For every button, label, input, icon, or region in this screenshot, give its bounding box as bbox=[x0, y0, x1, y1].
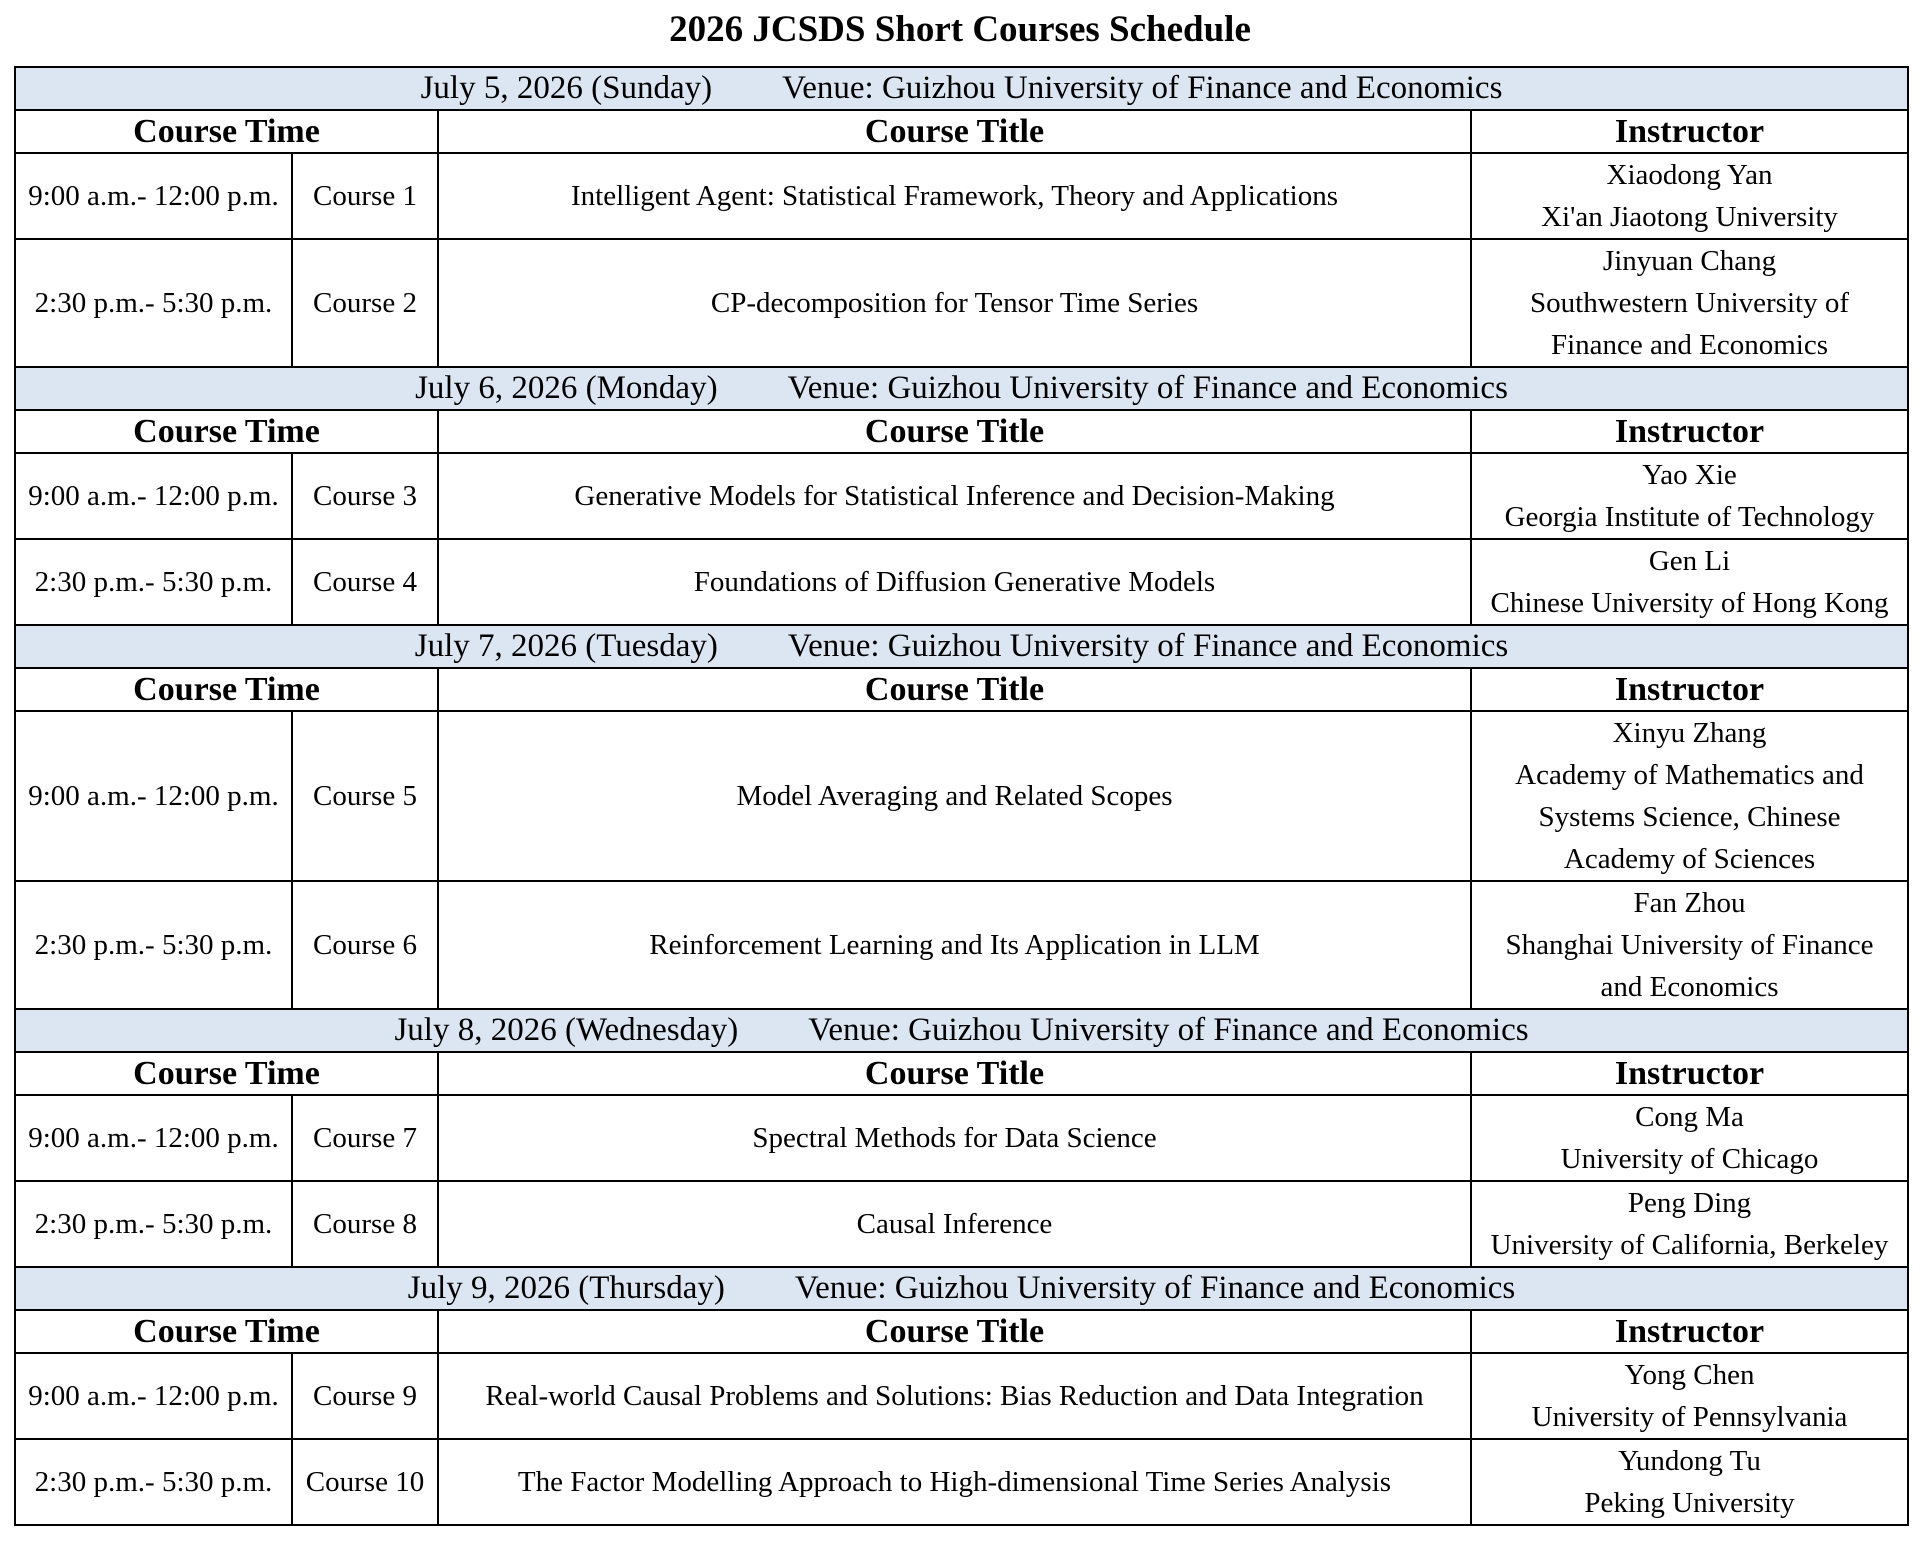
column-header-row bbox=[15, 668, 1908, 711]
day-header-row bbox=[15, 1009, 1908, 1052]
instructor-affiliation: University of Pennsylvania bbox=[1531, 1401, 1848, 1433]
day-date: July 5, 2026 (Sunday) bbox=[420, 70, 713, 106]
instructor-name: Cong Ma bbox=[1635, 1101, 1744, 1133]
course-time: 2:30 p.m.- 5:30 p.m. bbox=[15, 539, 292, 625]
column-header-row bbox=[15, 1052, 1908, 1095]
instructor-name: Yong Chen bbox=[1624, 1359, 1755, 1391]
column-header-row bbox=[15, 110, 1908, 153]
course-instructor bbox=[1471, 1095, 1908, 1181]
course-number: Course 7 bbox=[292, 1095, 438, 1181]
day-venue: Venue: Guizhou University of Finance and Economics bbox=[794, 1270, 1516, 1306]
course-number: Course 5 bbox=[292, 711, 438, 881]
course-instructor bbox=[1471, 453, 1908, 539]
course-title: Model Averaging and Related Scopes bbox=[438, 711, 1471, 881]
day-header-cell bbox=[15, 367, 1908, 410]
header-instructor: Instructor bbox=[1471, 1310, 1908, 1353]
instructor-affiliation: University of California, Berkeley bbox=[1490, 1229, 1889, 1261]
day-header-row bbox=[15, 1267, 1908, 1310]
day-date: July 7, 2026 (Tuesday) bbox=[414, 628, 718, 664]
course-number: Course 3 bbox=[292, 453, 438, 539]
header-course-title: Course Title bbox=[438, 668, 1471, 711]
course-title: Generative Models for Statistical Inference and Decision-Making bbox=[438, 453, 1471, 539]
course-time: 9:00 a.m.- 12:00 p.m. bbox=[15, 153, 292, 239]
header-course-time: Course Time bbox=[15, 1052, 438, 1095]
course-row bbox=[15, 1439, 1908, 1525]
course-row bbox=[15, 153, 1908, 239]
day-venue: Venue: Guizhou University of Finance and Economics bbox=[787, 370, 1508, 406]
instructor-affiliation: Chinese University of Hong Kong bbox=[1490, 587, 1889, 619]
instructor-affiliation: Southwestern University of bbox=[1530, 287, 1849, 319]
course-instructor bbox=[1471, 881, 1908, 1009]
day-header-cell bbox=[15, 1267, 1908, 1310]
course-number: Course 2 bbox=[292, 239, 438, 367]
course-instructor bbox=[1471, 239, 1908, 367]
course-time: 2:30 p.m.- 5:30 p.m. bbox=[15, 1439, 292, 1525]
header-course-time: Course Time bbox=[15, 410, 438, 453]
instructor-name: Fan Zhou bbox=[1633, 887, 1746, 919]
instructor-affiliation: Finance and Economics bbox=[1550, 329, 1829, 361]
instructor-name: Xinyu Zhang bbox=[1612, 717, 1767, 749]
course-time: 2:30 p.m.- 5:30 p.m. bbox=[15, 239, 292, 367]
instructor-affiliation: University of Chicago bbox=[1560, 1143, 1819, 1175]
header-course-title: Course Title bbox=[438, 410, 1471, 453]
header-instructor: Instructor bbox=[1471, 668, 1908, 711]
course-row bbox=[15, 1181, 1908, 1267]
course-title: Intelligent Agent: Statistical Framework, Theory and Applications bbox=[438, 153, 1471, 239]
course-title: CP-decomposition for Tensor Time Series bbox=[438, 239, 1471, 367]
day-venue: Venue: Guizhou University of Finance and Economics bbox=[782, 70, 1503, 106]
instructor-affiliation: Georgia Institute of Technology bbox=[1504, 501, 1875, 533]
course-title: Spectral Methods for Data Science bbox=[438, 1095, 1471, 1181]
day-venue: Venue: Guizhou University of Finance and Economics bbox=[787, 628, 1509, 664]
course-row bbox=[15, 239, 1908, 367]
course-instructor bbox=[1471, 1181, 1908, 1267]
course-number: Course 9 bbox=[292, 1353, 438, 1439]
course-title: Foundations of Diffusion Generative Models bbox=[438, 539, 1471, 625]
instructor-name: Yao Xie bbox=[1642, 459, 1737, 491]
day-header-cell bbox=[15, 625, 1908, 668]
instructor-affiliation: Academy of Sciences bbox=[1563, 843, 1816, 875]
instructor-name: Gen Li bbox=[1648, 545, 1731, 577]
course-time: 2:30 p.m.- 5:30 p.m. bbox=[15, 1181, 292, 1267]
instructor-affiliation: Peking University bbox=[1584, 1487, 1795, 1519]
page-title: 2026 JCSDS Short Courses Schedule bbox=[669, 9, 1251, 50]
course-row bbox=[15, 539, 1908, 625]
instructor-name: Peng Ding bbox=[1627, 1187, 1752, 1219]
header-instructor: Instructor bbox=[1471, 110, 1908, 153]
course-row bbox=[15, 881, 1908, 1009]
course-time: 9:00 a.m.- 12:00 p.m. bbox=[15, 1095, 292, 1181]
course-title: Causal Inference bbox=[438, 1181, 1471, 1267]
instructor-affiliation: Xi'an Jiaotong University bbox=[1541, 201, 1838, 233]
schedule-table bbox=[14, 66, 1909, 1526]
course-row bbox=[15, 453, 1908, 539]
course-instructor bbox=[1471, 1439, 1908, 1525]
course-instructor bbox=[1471, 1353, 1908, 1439]
course-time: 9:00 a.m.- 12:00 p.m. bbox=[15, 453, 292, 539]
header-course-time: Course Time bbox=[15, 668, 438, 711]
day-header-row bbox=[15, 367, 1908, 410]
day-header-cell bbox=[15, 1009, 1908, 1052]
course-number: Course 8 bbox=[292, 1181, 438, 1267]
instructor-affiliation: Shanghai University of Finance bbox=[1505, 929, 1874, 961]
instructor-name: Yundong Tu bbox=[1618, 1445, 1761, 1477]
course-instructor bbox=[1471, 153, 1908, 239]
day-header-cell bbox=[15, 67, 1908, 110]
header-instructor: Instructor bbox=[1471, 410, 1908, 453]
course-title: Reinforcement Learning and Its Application in LLM bbox=[438, 881, 1471, 1009]
course-title: Real-world Causal Problems and Solutions: Bias Reduction and Data Integration bbox=[438, 1353, 1471, 1439]
course-number: Course 10 bbox=[292, 1439, 438, 1525]
course-row bbox=[15, 711, 1908, 881]
header-instructor: Instructor bbox=[1471, 1052, 1908, 1095]
day-venue: Venue: Guizhou University of Finance and Economics bbox=[808, 1012, 1529, 1048]
schedule-body bbox=[15, 67, 1908, 1525]
instructor-affiliation: Systems Science, Chinese bbox=[1538, 801, 1841, 833]
instructor-name: Xiaodong Yan bbox=[1606, 159, 1773, 191]
header-course-time: Course Time bbox=[15, 110, 438, 153]
course-time: 9:00 a.m.- 12:00 p.m. bbox=[15, 711, 292, 881]
instructor-affiliation: Academy of Mathematics and bbox=[1515, 759, 1864, 791]
course-instructor bbox=[1471, 711, 1908, 881]
course-row bbox=[15, 1095, 1908, 1181]
day-date: July 9, 2026 (Thursday) bbox=[407, 1270, 725, 1306]
course-number: Course 1 bbox=[292, 153, 438, 239]
header-course-title: Course Title bbox=[438, 1052, 1471, 1095]
day-header-row bbox=[15, 67, 1908, 110]
day-date: July 6, 2026 (Monday) bbox=[415, 370, 718, 406]
header-course-title: Course Title bbox=[438, 110, 1471, 153]
course-time: 9:00 a.m.- 12:00 p.m. bbox=[15, 1353, 292, 1439]
instructor-affiliation: and Economics bbox=[1600, 971, 1779, 1003]
column-header-row bbox=[15, 410, 1908, 453]
day-header-row bbox=[15, 625, 1908, 668]
header-course-title: Course Title bbox=[438, 1310, 1471, 1353]
day-date: July 8, 2026 (Wednesday) bbox=[394, 1012, 739, 1048]
course-title: The Factor Modelling Approach to High-dimensional Time Series Analysis bbox=[438, 1439, 1471, 1525]
course-instructor bbox=[1471, 539, 1908, 625]
course-time: 2:30 p.m.- 5:30 p.m. bbox=[15, 881, 292, 1009]
header-course-time: Course Time bbox=[15, 1310, 438, 1353]
column-header-row bbox=[15, 1310, 1908, 1353]
instructor-name: Jinyuan Chang bbox=[1602, 245, 1777, 277]
course-number: Course 4 bbox=[292, 539, 438, 625]
course-row bbox=[15, 1353, 1908, 1439]
course-number: Course 6 bbox=[292, 881, 438, 1009]
